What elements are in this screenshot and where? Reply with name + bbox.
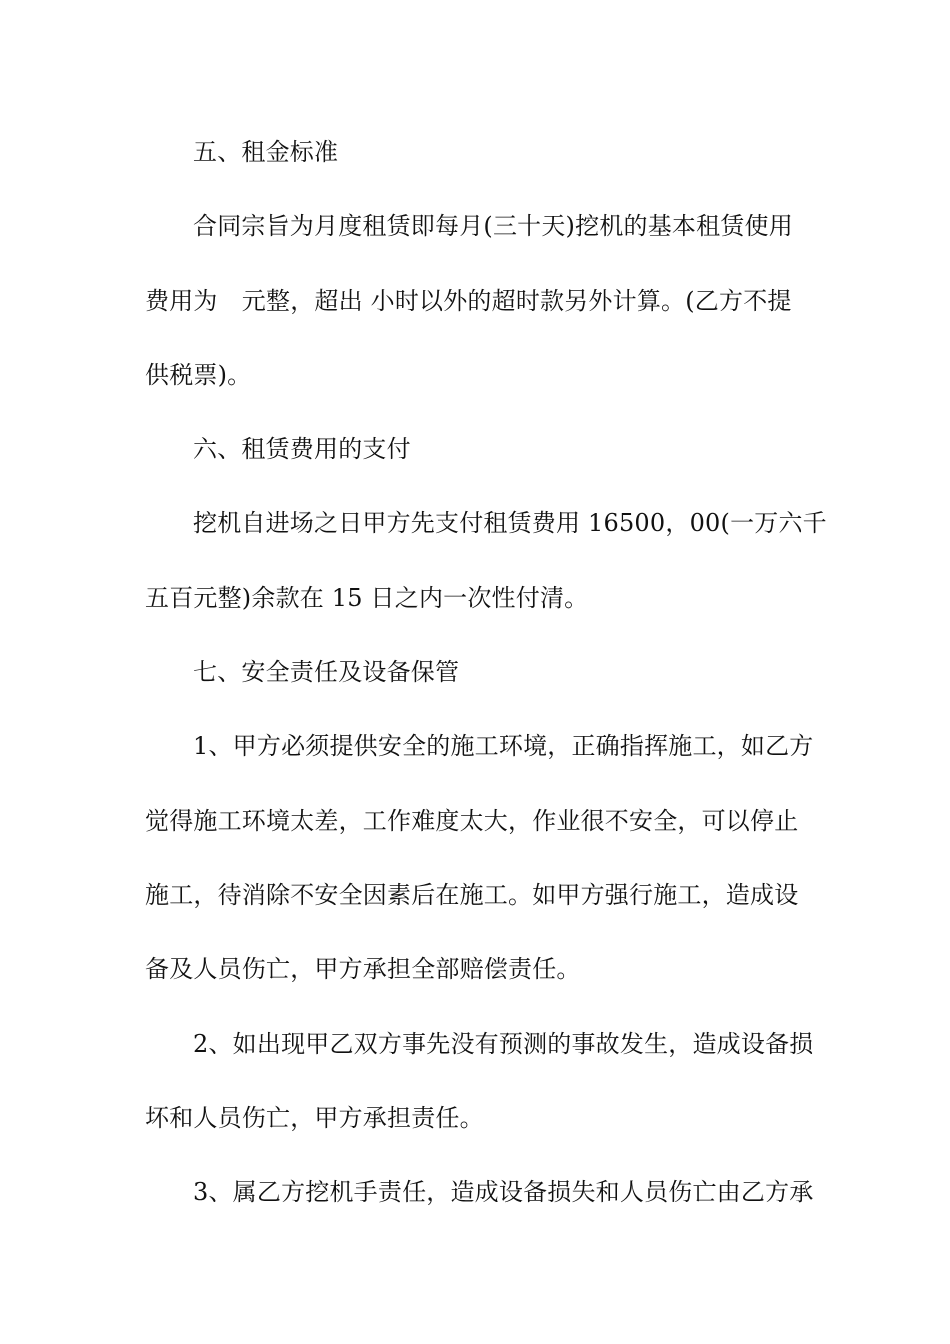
section-heading-safety: 七、安全责任及设备保管 <box>193 658 460 687</box>
paragraph-line: 挖机自进场之日甲方先支付租赁费用 16500，00(一万六千 <box>193 509 827 538</box>
paragraph-line: 觉得施工环境太差，工作难度太大，作业很不安全，可以停止 <box>145 806 799 835</box>
paragraph-line: 施工，待消除不安全因素后在施工。如甲方强行施工，造成设 <box>145 880 799 909</box>
paragraph-line: 2、如出现甲乙双方事先没有预测的事故发生，造成设备损 <box>193 1029 814 1058</box>
section-heading-payment: 六、租赁费用的支付 <box>193 435 411 464</box>
paragraph-line: 供税票)。 <box>145 360 252 389</box>
paragraph-line: 合同宗旨为月度租赁即每月(三十天)挖机的基本租赁使用 <box>193 212 793 241</box>
paragraph-line: 1、甲方必须提供安全的施工环境，正确指挥施工，如乙方 <box>193 732 814 761</box>
paragraph-line: 费用为 元整，超出 小时以外的超时款另外计算。(乙方不提 <box>145 286 792 315</box>
section-heading-rent-standard: 五、租金标准 <box>193 138 339 166</box>
paragraph-line: 备及人员伤亡，甲方承担全部赔偿责任。 <box>145 955 581 984</box>
paragraph-line: 坏和人员伤亡，甲方承担责任。 <box>145 1103 484 1132</box>
paragraph-line: 3、属乙方挖机手责任，造成设备损失和人员伤亡由乙方承 <box>193 1178 814 1207</box>
paragraph-line: 五百元整)余款在 15 日之内一次性付清。 <box>145 583 589 612</box>
document-body <box>145 128 827 1242</box>
